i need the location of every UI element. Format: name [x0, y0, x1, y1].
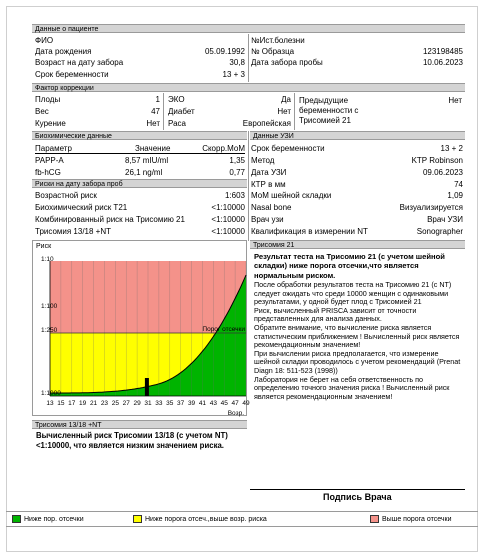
usi-row: [251, 214, 463, 225]
smoking-label: Курение: [35, 119, 66, 128]
prev-label-line-3: Трисомией 21: [299, 116, 351, 125]
smoking-value: Нет: [146, 119, 160, 128]
x-tick-label: 33: [155, 400, 163, 407]
biochem-col-param: Параметр: [35, 144, 72, 153]
age-row: [35, 57, 245, 68]
usi-row: [251, 226, 463, 237]
usi-value: 74: [454, 180, 463, 189]
t1318-section-header: Трисомия 13/18 +NT: [32, 420, 247, 429]
risk-row-age: [35, 190, 245, 201]
x-axis-label: Возр.: [227, 410, 244, 417]
x-tick-label: 37: [177, 400, 185, 407]
risk-label: Биохимический риск Т21: [35, 203, 128, 212]
term-row: [35, 69, 245, 80]
biochem-param-name: PAPP-A: [35, 156, 64, 165]
eco-value: Да: [281, 95, 291, 104]
biochem-param-mom: 0,77: [229, 168, 245, 177]
x-tick-label: 25: [111, 400, 119, 407]
risk-label: Возрастной риск: [35, 191, 97, 200]
birth-row: [35, 46, 245, 57]
signature-label: Подпись Врача: [323, 492, 392, 502]
usi-value: 09.06.2023: [422, 168, 463, 177]
usi-row: [251, 143, 463, 154]
y-tick-label: 1:100: [41, 303, 58, 310]
risk-value: 1:603: [224, 191, 245, 200]
usi-label: Врач узи: [251, 215, 284, 224]
collect-row: [251, 57, 463, 68]
x-tick-label: 29: [133, 400, 141, 407]
patient-marker: [145, 378, 149, 396]
usi-label: Дата УЗИ: [251, 168, 287, 177]
fetus-row: [35, 94, 160, 105]
t1318-text: Вычисленный риск Трисомии 13/18 (с учетом NT) <1:10000, что является низким значением риска.: [36, 431, 228, 450]
usi-label: КТР в мм: [251, 180, 286, 189]
usi-value: Визуализируется: [399, 203, 463, 212]
prev-label-line-2: беременности с: [299, 106, 359, 115]
x-tick-label: 35: [166, 400, 174, 407]
x-tick-label: 45: [220, 400, 228, 407]
biochem-param-mom: 1,35: [229, 156, 245, 165]
usi-value: 13 + 2: [440, 144, 463, 153]
biochem-param-value: 8,57 mIU/ml: [125, 156, 169, 165]
cutoff-label: Порог отсечки: [202, 326, 245, 333]
diabetes-value: Нет: [277, 107, 291, 116]
usi-value: KTP Robinson: [411, 156, 463, 165]
usi-row: [251, 179, 463, 190]
x-tick-label: 43: [209, 400, 217, 407]
usi-value: Врач УЗИ: [427, 215, 463, 224]
weight-label: Вес: [35, 107, 49, 116]
fetus-label: Плоды: [35, 95, 61, 104]
risks-section-header: Риски на дату забора проб: [32, 179, 247, 188]
legend-bar: [6, 511, 478, 527]
eco-row: [168, 94, 291, 105]
age-value: 30,8: [229, 58, 245, 67]
fetus-value: 1: [155, 95, 160, 104]
legend-swatch-red: [370, 515, 379, 523]
eco-label: ЭКО: [168, 95, 185, 104]
collect-label: Дата забора пробы: [251, 58, 323, 67]
risk-value: <1:10000: [211, 227, 245, 236]
x-tick-label: 31: [144, 400, 152, 407]
risk-chart-svg: [33, 241, 248, 417]
diabetes-row: [168, 106, 291, 117]
biochem-header-row: [35, 143, 245, 154]
risk-row-biochem: [35, 202, 245, 213]
biochem-row-pappa: [35, 155, 245, 166]
sample-label: № Образца: [251, 47, 295, 56]
birth-label: Дата рождения: [35, 47, 92, 56]
t21-bold-text: Результат теста на Трисомию 21 (с учетом шейной складки) ниже порога отсечки,что является нормальным риском.: [254, 252, 445, 280]
usi-row: [251, 190, 463, 201]
x-tick-label: 49: [242, 400, 250, 407]
legend-label-green: Ниже пор. отсечки: [24, 516, 84, 523]
risk-value: <1:10000: [211, 203, 245, 212]
sample-value: 123198485: [422, 47, 463, 56]
y-tick-label: 1:250: [41, 327, 58, 334]
chart-title: Риск: [36, 243, 52, 250]
case-row: [251, 35, 463, 46]
risk-label: Трисомия 13/18 +NT: [35, 227, 111, 236]
race-row: [168, 118, 291, 129]
legend-label-yellow: Ниже порога отсеч.,выше возр. риска: [145, 516, 267, 523]
x-tick-label: 39: [187, 400, 196, 407]
smoking-row: [35, 118, 160, 129]
x-tick-label: 15: [57, 400, 65, 407]
usi-label: Nasal bone: [251, 203, 292, 212]
usi-label: МоМ шейной складки: [251, 191, 332, 200]
sample-row: [251, 46, 463, 57]
usi-value: Sonographer: [416, 227, 463, 236]
patient-divider: [248, 34, 249, 82]
risk-row-t1318: [35, 226, 245, 237]
legend-swatch-green: [12, 515, 21, 523]
correction-divider-1: [163, 93, 164, 130]
mid-divider: [248, 131, 249, 241]
race-label: Раса: [168, 119, 186, 128]
usi-row: [251, 155, 463, 166]
usi-value: 1,09: [447, 191, 463, 200]
weight-value: 47: [151, 107, 160, 116]
correction-section-header: Фактор коррекции: [32, 83, 465, 92]
risk-row-combined: [35, 214, 245, 225]
risk-value: <1:10000: [211, 215, 245, 224]
legend-swatch-yellow: [133, 515, 142, 523]
patient-section-header: Данные о пациенте: [32, 24, 465, 33]
biochem-row-hcg: [35, 167, 245, 178]
case-label: №Ист.болезни: [251, 36, 305, 45]
birth-value: 05.09.1992: [204, 47, 245, 56]
prev-label-line-1: Предыдущие: [299, 96, 349, 105]
term-label: Срок беременности: [35, 70, 109, 79]
usi-row: [251, 202, 463, 213]
biochem-param-value: 26,1 ng/ml: [125, 168, 163, 177]
x-tick-label: 27: [122, 400, 130, 407]
signature-line: [250, 489, 465, 490]
x-tick-label: 47: [231, 400, 239, 407]
y-tick-label: 1:1000: [41, 390, 61, 397]
legend-label-red: Выше порога отсечки: [382, 516, 452, 523]
diabetes-label: Диабет: [168, 107, 195, 116]
x-tick-label: 19: [79, 400, 87, 407]
prev-pregnancy-value: Нет: [448, 96, 462, 105]
correction-divider-2: [294, 93, 295, 130]
weight-row: [35, 106, 160, 117]
x-tick-label: 13: [46, 400, 54, 407]
usi-label: Метод: [251, 156, 275, 165]
usi-label: Квалификация в измерении NT: [251, 227, 368, 236]
x-tick-label: 21: [89, 400, 98, 407]
biochem-section-header: Биохимические данные: [32, 131, 247, 140]
usi-row: [251, 167, 463, 178]
biochem-param-name: fb-hCG: [35, 168, 61, 177]
x-tick-label: 17: [68, 400, 76, 407]
biochem-col-mom: Скорр.МоМ: [202, 144, 245, 153]
y-tick-label: 1:10: [41, 256, 54, 263]
usi-label: Срок беременности: [251, 144, 325, 153]
risk-label: Комбинированный риск на Трисомию 21: [35, 215, 185, 224]
risk-chart: [32, 240, 250, 417]
prev-pregnancy-label: [299, 96, 358, 126]
term-value: 13 + 3: [222, 70, 245, 79]
fio-row: [35, 35, 245, 46]
x-tick-label: 23: [100, 400, 109, 407]
race-value: Европейская: [242, 119, 291, 128]
fio-label: ФИО: [35, 36, 54, 45]
x-tick-label: 41: [198, 400, 207, 407]
t21-body-text: После обработки результатов теста на Трисомию 21 (с NT) следует ожидать что среди 10000 женщин с одинаковыми результатами, у одной будет плод с Трисомией 21 Риск, вычисленный PRISCA зависит от точности представленных для анализа данных. Обратите внимание, что вычисление риска является статистическим приближением ! Вычисленный риск является рекомендационным значением! При вычислении риска предполагается, что измерение шейной складки проводилось с учетом рекомендаций (Prenat Diagn 18: 511-523 (1998)) Лаборатория не берет на себя ответственность по определению точного значения риска ! Вычисленный риск является рекомендационным значением!: [254, 280, 461, 401]
age-label: Возраст на дату забора: [35, 58, 124, 67]
t21-section-header: Трисомия 21: [250, 240, 465, 249]
biochem-col-value: Значение: [135, 144, 171, 153]
collect-value: 10.06.2023: [422, 58, 463, 67]
usi-section-header: Данные УЗИ: [250, 131, 465, 140]
